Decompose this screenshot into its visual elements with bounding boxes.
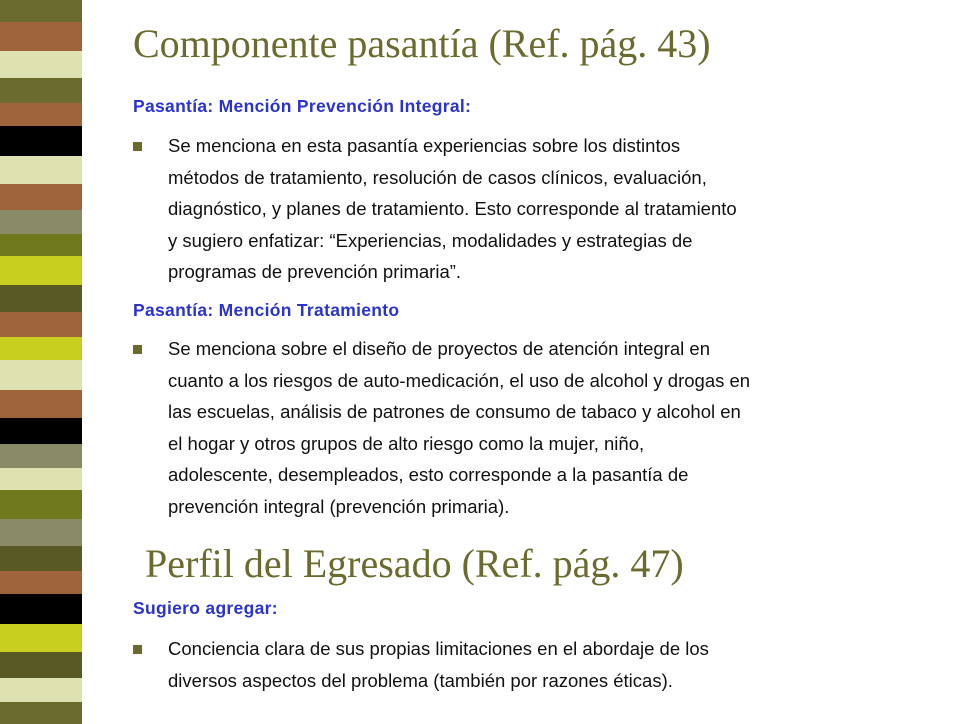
bullet-item-prevencion	[133, 130, 933, 288]
subheading-tratamiento: Pasantía: Mención Tratamiento	[133, 300, 400, 320]
stripe-shadow	[82, 0, 106, 720]
bullet-line: prevención integral (prevención primaria).	[168, 495, 510, 517]
bullet-line: cuanto a los riesgos de auto-medicación, el uso de alcohol y drogas en	[168, 369, 751, 391]
square-bullet-icon	[133, 142, 142, 151]
bullet-line: Se menciona sobre el diseño de proyectos de atención integral en	[168, 338, 710, 359]
square-bullet-icon	[133, 345, 142, 354]
bullet-line: el hogar y otros grupos de alto riesgo como la mujer, niño,	[168, 432, 645, 454]
slide-title: Componente pasantía (Ref. pág. 43)	[133, 21, 711, 66]
bullet-item-sugerencia	[133, 633, 933, 696]
bullet-line: diagnóstico, y planes de tratamiento. Esto corresponde al tratamiento	[168, 198, 737, 219]
subheading-prevencion: Pasantía: Mención Prevención Integral:	[133, 96, 472, 116]
square-bullet-icon	[133, 645, 142, 654]
bullet-line: las escuelas, análisis de patrones de consumo de tabaco y alcohol en	[168, 401, 741, 422]
subheading-sugerencia: Sugiero agregar:	[133, 598, 278, 618]
bullet-line: métodos de tratamiento, resolución de casos clínicos, evaluación,	[168, 166, 707, 188]
section-title: Perfil del Egresado (Ref. pág. 47)	[145, 541, 684, 586]
bullet-line: adolescente, desempleados, esto corresponde a la pasantía de	[168, 464, 689, 485]
bullet-line: programas de prevención primaria”.	[168, 261, 462, 282]
decorative-stripe	[0, 0, 110, 720]
bullet-line: diversos aspectos del problema (también por razones éticas).	[168, 669, 673, 691]
bullet-item-tratamiento	[133, 333, 933, 522]
bullet-line: Se menciona en esta pasantía experiencias sobre los distintos	[168, 135, 681, 156]
bullet-line: Conciencia clara de sus propias limitaciones en el abordaje de los	[168, 638, 709, 659]
bullet-line: y sugiero enfatizar: “Experiencias, modalidades y estrategias de	[168, 229, 693, 251]
